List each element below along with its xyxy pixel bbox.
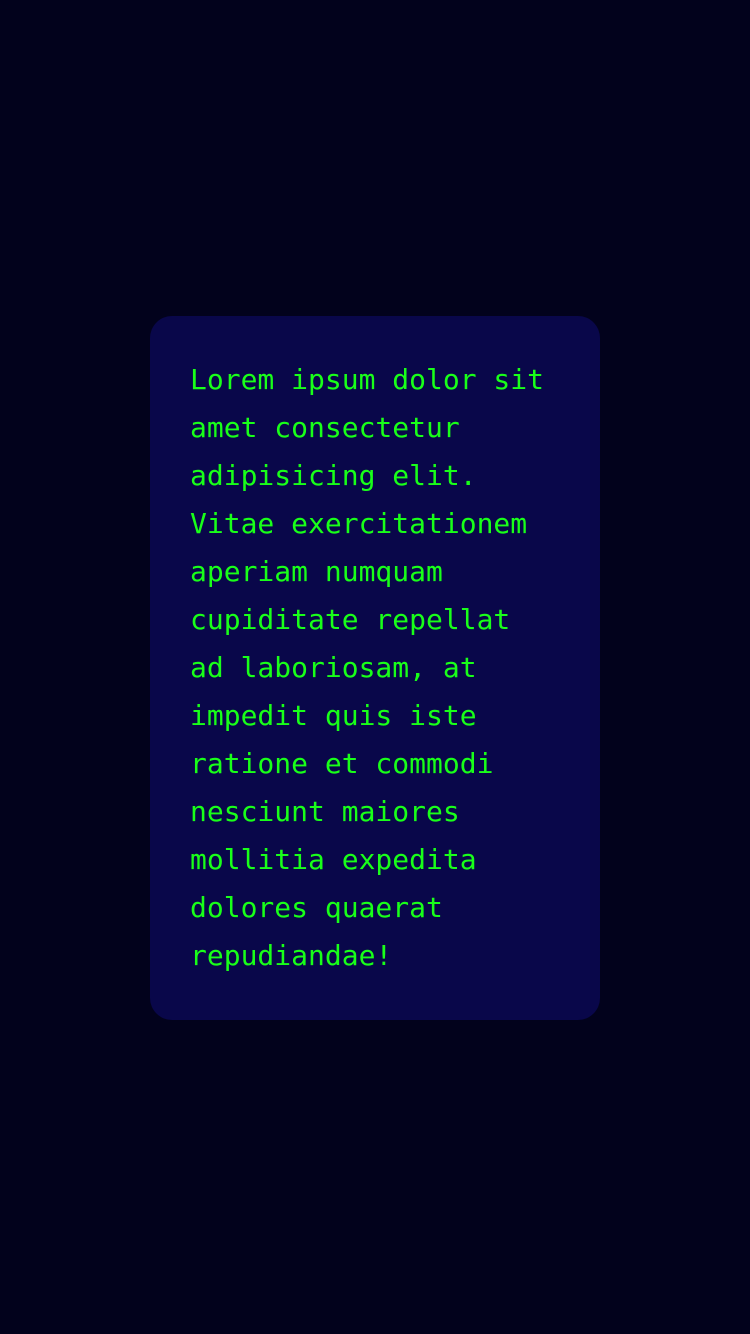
text-card [150,316,600,1020]
card-paragraph: Lorem ipsum dolor sit amet consectetur adipisicing elit. Vitae exercitationem aperiam numquam cupiditate repellat ad laboriosam, at impedit quis iste ratione et commodi nesciunt maiores mollitia expedita dolores quaerat repudiandae! [190,363,545,972]
